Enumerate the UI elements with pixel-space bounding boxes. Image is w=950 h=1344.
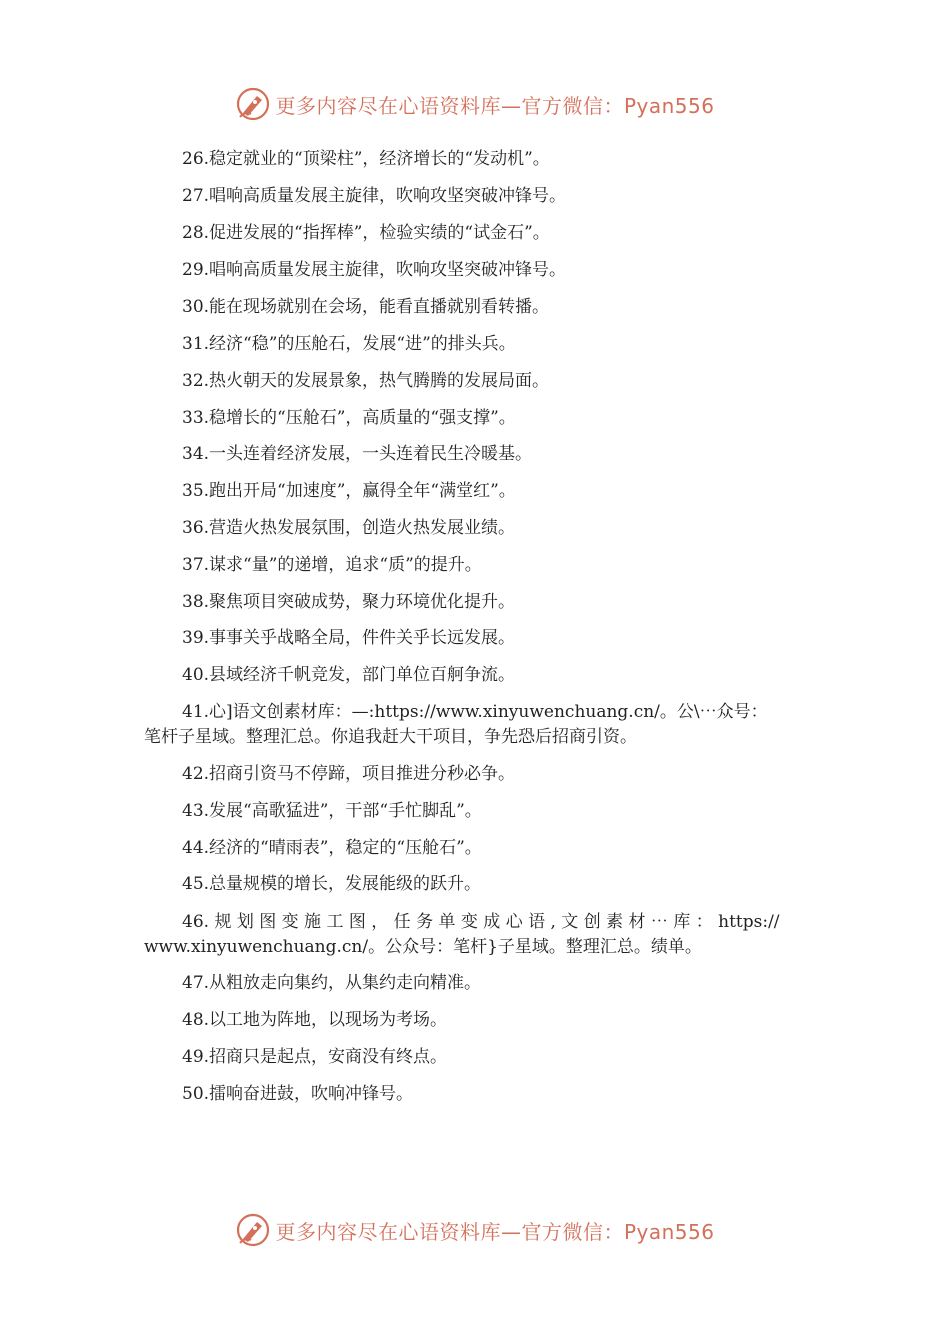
list-item: 29.唱响高质量发展主旋律，吹响攻坚突破冲锋号。 [182,260,567,280]
list-item: 39.事事关乎战略全局，件件关乎长远发展。 [182,628,516,648]
list-item: 50.擂响奋进鼓，吹响冲锋号。 [182,1084,414,1104]
paragraph-46-line-1: 46. 规 划 图 变 施 工 图 ， 任 务 单 变 成 心 语 , 文 创 素 材 ⋯ 库 ： https:// [182,912,780,932]
list-item: 28.促进发展的“指挥棒”，检验实绩的“试金石”。 [182,223,550,243]
pen-nib-logo-icon [235,86,271,122]
list-item: 33.稳增长的“压舱石”，高质量的“强支撑”。 [182,408,516,428]
header-banner-text: 更多内容尽在心语资料库—官方微信：Pyan556 [275,93,715,118]
list-item: 27.唱响高质量发展主旋律，吹响攻坚突破冲锋号。 [182,186,567,206]
list-item: 38.聚焦项目突破成势，聚力环境优化提升。 [182,592,516,612]
list-item: 30.能在现场就别在会场，能看直播就别看转播。 [182,297,550,317]
list-item: 49.招商只是起点，安商没有终点。 [182,1047,448,1067]
list-item: 42.招商引资马不停蹄，项目推进分秒必争。 [182,764,516,784]
pen-nib-logo-icon [235,1212,271,1248]
paragraph-46 [144,910,824,960]
list-item: 32.热火朝天的发展景象，热气腾腾的发展局面。 [182,371,550,391]
paragraph-41 [144,700,824,750]
footer-banner-text: 更多内容尽在心语资料库—官方微信：Pyan556 [275,1219,715,1244]
list-item: 43.发展“高歌猛进”，干部“手忙脚乱”。 [182,801,482,821]
list-item: 37.谋求“量”的递增，追求“质”的提升。 [182,555,482,575]
list-item: 36.营造火热发展氛围，创造火热发展业绩。 [182,518,516,538]
list-item: 40.县域经济千帆竞发，部门单位百舸争流。 [182,665,516,685]
paragraph-41-line-2: 笔杆子星域。整理汇总。你追我赶大干项目，争先恐后招商引资。 [144,727,637,747]
paragraph-46-line-2: www.xinyuwenchuang.cn/。公众号：笔杆}子星域。整理汇总。绩单。 [144,937,702,957]
list-item: 47.从粗放走向集约，从集约走向精准。 [182,973,482,993]
paragraph-41-line-1: 41.心]语文创素材库：—:https://www.xinyuwenchuang.cn/。公\⋯众号： [182,702,768,722]
list-item: 44.经济的“晴雨表”，稳定的“压舱石”。 [182,838,482,858]
footer-banner [0,1210,950,1250]
list-item: 31.经济“稳”的压舱石，发展“进”的排头兵。 [182,334,516,354]
list-item: 35.跑出开局“加速度”，赢得全年“满堂红”。 [182,481,516,501]
header-banner [0,84,950,124]
list-item: 26.稳定就业的“顶梁柱”，经济增长的“发动机”。 [182,149,550,169]
list-item: 34.一头连着经济发展，一头连着民生冷暖基。 [182,444,533,464]
list-item: 45.总量规模的增长，发展能级的跃升。 [182,874,482,894]
list-item: 48.以工地为阵地，以现场为考场。 [182,1010,448,1030]
